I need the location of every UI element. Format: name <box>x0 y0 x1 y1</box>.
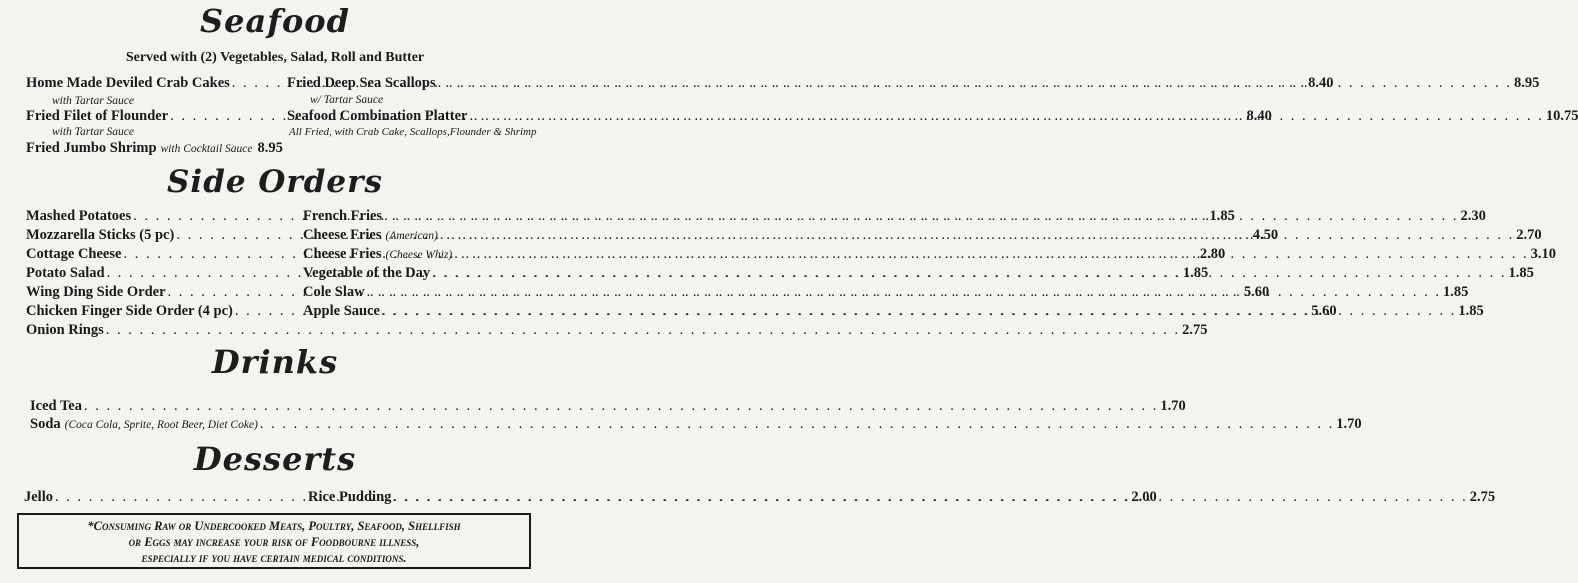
item-price: 1.85 <box>1443 284 1469 300</box>
item-price: 2.00 <box>1131 489 1157 505</box>
item-name: French Fries <box>303 208 383 224</box>
menu-item <box>30 398 1186 415</box>
leader-dots <box>440 227 1514 244</box>
item-note: (Coca Cola, Sprite, Root Beer, Diet Coke) <box>64 419 258 431</box>
item-subtext: All Fried, with Crab Cake, Scallops,Flounder & Shrimp <box>289 126 537 138</box>
menu-item <box>30 416 1362 433</box>
item-price: 1.70 <box>1336 416 1362 432</box>
item-name: Iced Tea <box>30 398 82 414</box>
leader-dots <box>469 108 1543 125</box>
item-note: (American) <box>385 230 438 242</box>
item-name: Apple Sauce <box>303 303 380 319</box>
item-price: 5.60 <box>1243 284 1270 300</box>
item-name: Rice Pudding <box>308 489 392 505</box>
item-name: Fried Jumbo Shrimp <box>26 140 157 156</box>
health-warning-box <box>17 513 531 569</box>
item-name: Fried Deep Sea Scallops <box>287 75 436 91</box>
drinks-heading: Drinks <box>211 343 339 381</box>
item-price: 8.95 <box>257 140 283 156</box>
item-price: 1.85 <box>1458 303 1484 319</box>
item-price: 1.85 <box>1182 265 1209 281</box>
item-name: Potato Salad <box>26 265 105 281</box>
side-orders-heading: Side Orders <box>167 164 383 200</box>
seafood-heading: Seafood <box>199 2 351 40</box>
item-name: Onion Rings <box>26 322 104 338</box>
item-name: Seafood Combination Platter <box>287 108 468 124</box>
item-name: Cole Slaw <box>303 284 365 300</box>
item-price: 8.40 <box>1246 108 1272 124</box>
item-name: Jello <box>24 489 53 505</box>
desserts-heading: Desserts <box>193 440 357 478</box>
item-price: 8.40 <box>1308 75 1334 91</box>
leader-dots <box>432 265 1506 282</box>
warning-line-3: especially if you have certain medical conditions. <box>141 551 407 565</box>
item-price: 10.75 <box>1545 108 1578 124</box>
leader-dots <box>454 246 1528 263</box>
item-subtext: w/ Tartar Sauce <box>310 94 384 106</box>
item-price: 1.85 <box>1508 265 1534 281</box>
item-price: 1.70 <box>1160 398 1186 414</box>
item-subtext: with Tartar Sauce <box>52 126 135 138</box>
item-name: Home Made Deviled Crab Cakes <box>26 75 230 91</box>
item-price: 5.60 <box>1311 303 1337 319</box>
item-name: Mozzarella Sticks (5 pc) <box>26 227 175 243</box>
menu-item <box>303 265 1534 282</box>
menu-item <box>26 322 1208 339</box>
menu-item <box>26 140 283 157</box>
item-price: 3.10 <box>1530 246 1557 262</box>
item-name: Chicken Finger Side Order (4 pc) <box>26 303 233 319</box>
item-name: Cheese Fries <box>303 246 382 262</box>
item-price: 2.75 <box>1182 322 1208 338</box>
item-subtext: with Tartar Sauce <box>52 95 135 107</box>
warning-line-1: *Consuming Raw or Undercooked Meats, Poultry, Seafood, Shellfish <box>87 519 461 533</box>
item-price: 2.80 <box>1199 246 1226 262</box>
item-name: Fried Filet of Flounder <box>26 108 169 124</box>
item-price: 8.95 <box>1514 75 1540 91</box>
leader-dots <box>106 322 1180 339</box>
item-name: Soda <box>30 416 61 432</box>
item-name: Cottage Cheese <box>26 246 122 262</box>
item-price: 2.30 <box>1460 208 1486 224</box>
item-name: Cheese Fries <box>303 227 382 243</box>
leader-dots <box>384 208 1458 225</box>
leader-dots <box>438 75 1512 92</box>
warning-line-2: or Eggs may increase your risk of Foodbourne illness, <box>128 535 420 549</box>
leader-dots <box>260 416 1334 433</box>
leader-dots <box>393 489 1467 506</box>
leader-dots <box>382 303 1456 320</box>
item-note: (Cheese Whiz) <box>385 249 453 261</box>
leader-dots <box>84 398 1158 415</box>
item-price: 4.50 <box>1252 227 1279 243</box>
leader-dots <box>367 284 1441 301</box>
item-price: 2.75 <box>1469 489 1496 505</box>
item-name: Wing Ding Side Order <box>26 284 166 300</box>
item-price: 1.85 <box>1209 208 1235 224</box>
seafood-subtitle: Served with (2) Vegetables, Salad, Roll and Butter <box>125 50 425 65</box>
item-name: Mashed Potatoes <box>26 208 132 224</box>
item-price: 2.70 <box>1516 227 1542 243</box>
item-note: with Cocktail Sauce <box>160 143 253 155</box>
item-name: Vegetable of the Day <box>303 265 431 281</box>
